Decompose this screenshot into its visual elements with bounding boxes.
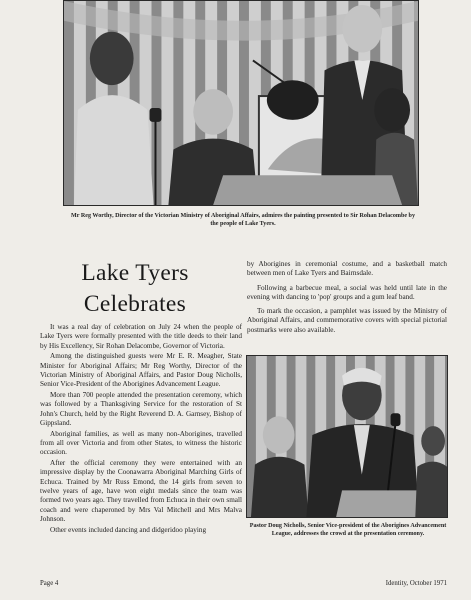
top-photo-caption: Mr Reg Worthy, Director of the Victorian Ministry of Aboriginal Affairs, admires the painting presented to Sir Rohan Delacombe by the people of Lake Tyers. <box>71 213 415 227</box>
article-headline <box>60 258 210 320</box>
article-paragraph: After the official ceremony they were entertained with an impressive display by the Coonawarra Aboriginal Marching Girls of Echuca. Trained by Mr Russ Emond, the 14 girls from seven to twelve years of age, have won eight medals since the team was formed two years ago. They travelled from Echuca in their own small coach and were chaperoned by Mrs Val Mitchell and Mrs Malva Johnson. <box>40 459 242 523</box>
article-paragraph: It was a real day of celebration on July 24 when the people of Lake Tyers were formally presented with the title deeds to their land by His Excellency, Sir Rohan Delacombe, Governor of Victoria. <box>40 323 242 350</box>
top-photograph <box>63 0 419 206</box>
article-paragraph: Other events included dancing and didgeridoo playing <box>50 525 207 534</box>
article-column-left <box>40 323 242 537</box>
article-paragraph: by Aborigines in ceremonial costume, and a basketball match between men of Lake Tyers and Bairnsdale. <box>247 260 447 278</box>
article-paragraph: Following a barbecue meal, a social was held until late in the evening with dancing to 'pop' groups and a gum leaf band. <box>247 283 447 301</box>
side-photograph <box>246 355 448 518</box>
top-photograph-image <box>64 1 418 205</box>
article-paragraph: To mark the occasion, a pamphlet was issued by the Ministry of Aboriginal Affairs, and commemorative covers with special pictorial postmarks were also available. <box>247 307 447 334</box>
article-column-right <box>247 260 447 340</box>
article-paragraph: Among the distinguished guests were Mr E. R. Meagher, State Minister for Aboriginal Affairs; Mr Reg Worthy, Director of the Victorian Ministry of Aboriginal Affairs, and Pastor Doug Nicholls, Senior Vice-President of the Aborigines Advancement League. <box>40 352 242 389</box>
article-paragraph: More than 700 people attended the presentation ceremony, which was followed by a Thanksgiving Service for the restoration of St John's Church, held by the Right Reverend D. A. Garnsey, Bishop of Gippsland. <box>40 391 242 427</box>
headline-line-2: Celebrates <box>83 291 187 317</box>
side-photo-caption: Pastor Doug Nicholls, Senior Vice-president of the Aborigines Advancement League, addresses the crowd at the presentation ceremony. <box>249 523 447 537</box>
headline-line-1: Lake Tyers <box>81 260 189 286</box>
side-photograph-image <box>247 356 447 517</box>
issue-label: Identity, October 1971 <box>385 580 447 587</box>
article-paragraph: Aboriginal families, as well as many non-Aborigines, travelled from all over Victoria and from other States, to witness the historic occasion. <box>40 429 242 457</box>
page-number: Page 4 <box>40 580 59 587</box>
